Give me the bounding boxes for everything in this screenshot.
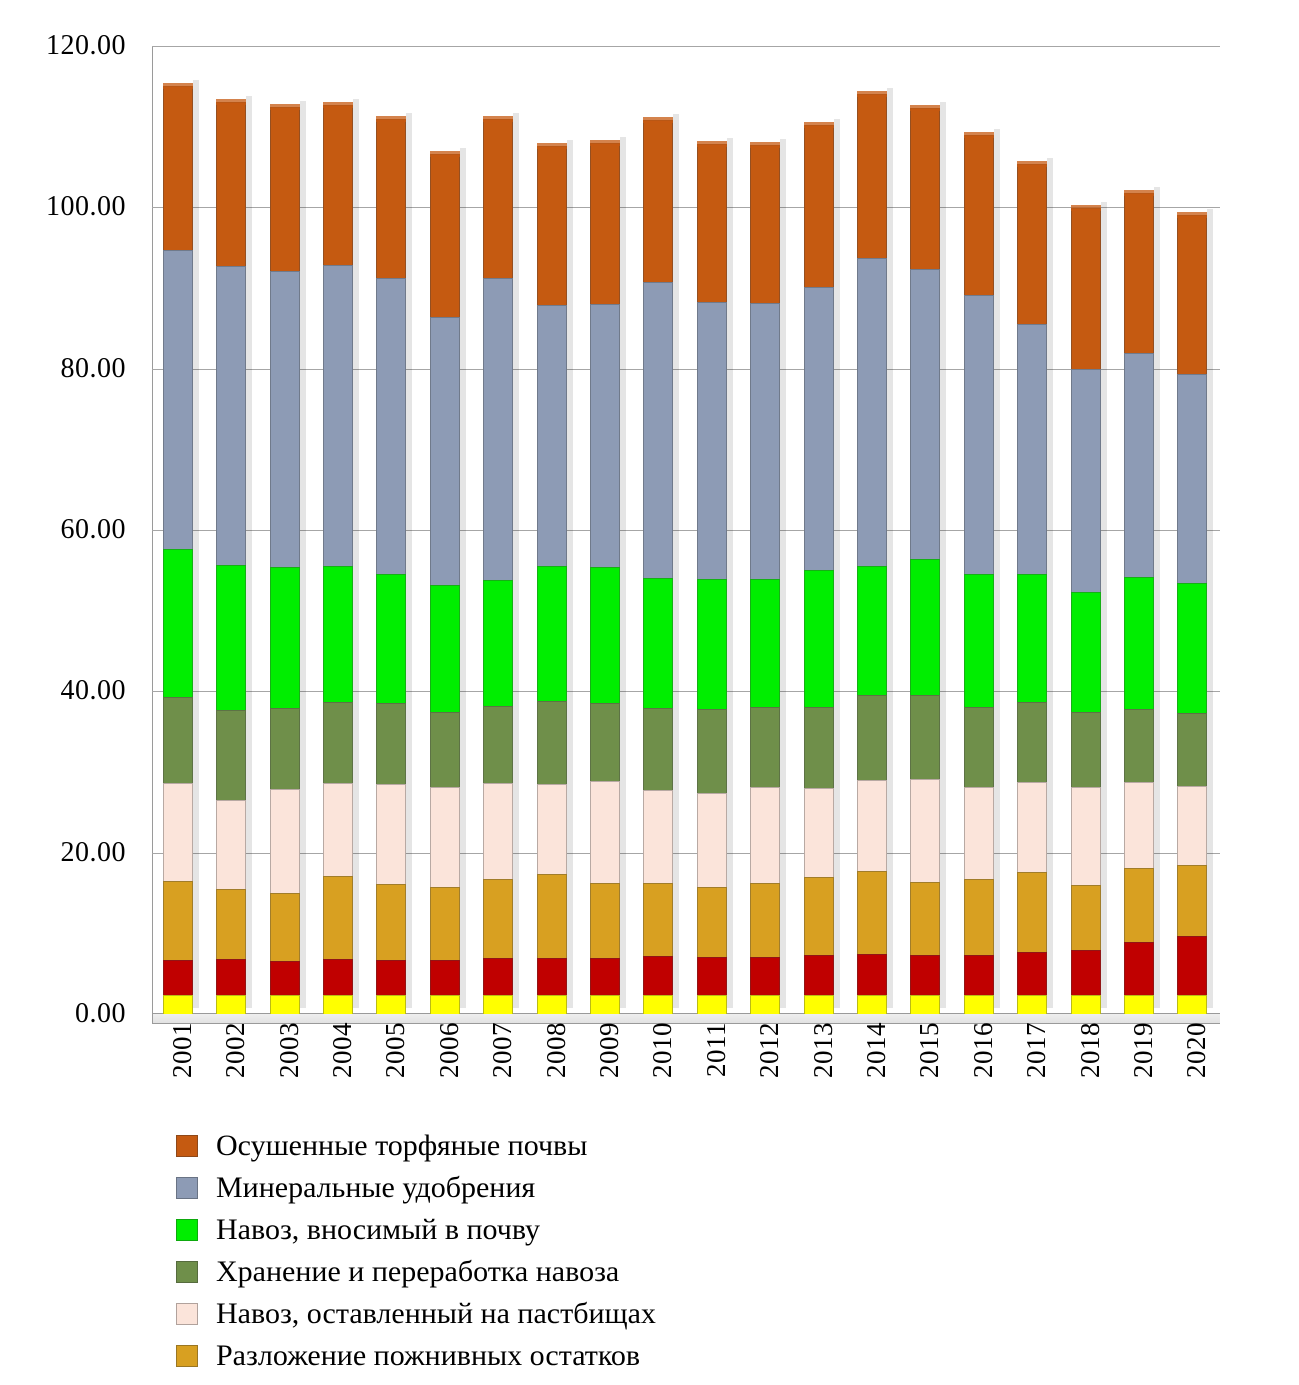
bar-segment[interactable]	[216, 565, 246, 710]
bar-side-face	[513, 113, 519, 1008]
bar-top-face	[270, 104, 300, 110]
bar-segment[interactable]	[1177, 215, 1207, 374]
legend-color-swatch	[176, 1345, 198, 1367]
bar-segment[interactable]	[216, 889, 246, 959]
bar-segment[interactable]	[910, 882, 940, 955]
bar-side-face	[1207, 209, 1213, 1008]
bar-segment[interactable]	[323, 995, 353, 1014]
x-axis-tick-label: 2010	[647, 1022, 678, 1078]
bar-segment[interactable]	[804, 707, 834, 788]
bar-segment[interactable]	[643, 282, 673, 577]
y-axis-tick-label: 80.00	[60, 352, 126, 384]
x-axis-tick-label: 2020	[1181, 1022, 1212, 1078]
bar-segment[interactable]	[323, 566, 353, 702]
bar-segment[interactable]	[1124, 782, 1154, 868]
legend-item-label: Минеральные удобрения	[216, 1171, 536, 1204]
bar-segment[interactable]	[483, 783, 513, 880]
bar-side-face	[887, 88, 893, 1008]
legend-color-swatch	[176, 1261, 198, 1283]
bar-segment[interactable]	[857, 995, 887, 1014]
bar-segment[interactable]	[964, 295, 994, 573]
bar-segment[interactable]	[537, 146, 567, 305]
bar-segment[interactable]	[857, 871, 887, 954]
bar-top-face	[163, 83, 193, 89]
bar-side-face	[834, 119, 840, 1008]
x-axis-tick-label: 2019	[1127, 1022, 1158, 1078]
bar-segment[interactable]	[697, 995, 727, 1014]
bar-segment[interactable]	[430, 787, 460, 886]
bar-segment[interactable]	[163, 995, 193, 1014]
bar-segment[interactable]	[163, 549, 193, 697]
bar-segment[interactable]	[430, 960, 460, 995]
legend-color-swatch	[176, 1303, 198, 1325]
bar-segment[interactable]	[964, 955, 994, 995]
bar-top-face	[590, 140, 620, 146]
bar-segment[interactable]	[910, 269, 940, 559]
bar-segment[interactable]	[750, 707, 780, 788]
bar-segment[interactable]	[643, 883, 673, 956]
bar-side-face	[994, 129, 1000, 1008]
bar-side-face	[1047, 158, 1053, 1008]
bar-top-face	[323, 102, 353, 108]
bar-top-face	[1071, 205, 1101, 211]
bar-top-face	[857, 91, 887, 97]
legend-color-swatch	[176, 1177, 198, 1199]
bar-side-face	[406, 113, 412, 1008]
bar-segment[interactable]	[697, 302, 727, 579]
bar-segment[interactable]	[270, 107, 300, 271]
bar-segment[interactable]	[323, 105, 353, 266]
bar-segment[interactable]	[270, 961, 300, 995]
bar-group	[643, 46, 679, 1014]
bar-group	[964, 46, 1000, 1014]
bar-group	[1071, 46, 1107, 1014]
bar-group	[323, 46, 359, 1014]
bar-segment[interactable]	[537, 305, 567, 566]
bar-side-face	[673, 114, 679, 1008]
bar-segment[interactable]	[376, 574, 406, 702]
bar-segment[interactable]	[804, 570, 834, 706]
bar-segment[interactable]	[590, 995, 620, 1014]
bar-segment[interactable]	[910, 955, 940, 995]
legend-item-label: Навоз, оставленный на пастбищах	[216, 1297, 656, 1330]
bar-segment[interactable]	[323, 783, 353, 876]
bar-segment[interactable]	[590, 883, 620, 957]
bar-segment[interactable]	[376, 995, 406, 1014]
x-axis-tick-label: 2013	[807, 1022, 838, 1078]
bar-segment[interactable]	[270, 708, 300, 789]
bar-group	[376, 46, 412, 1014]
bar-segment[interactable]	[643, 956, 673, 995]
bar-segment[interactable]	[1177, 583, 1207, 713]
x-axis-tick-label: 2003	[273, 1022, 304, 1078]
bar-segment[interactable]	[163, 250, 193, 549]
bar-segment[interactable]	[857, 695, 887, 781]
bar-top-face	[376, 116, 406, 122]
bar-group	[483, 46, 519, 1014]
bar-segment[interactable]	[1071, 995, 1101, 1014]
bar-segment[interactable]	[697, 144, 727, 301]
bar-segment[interactable]	[483, 278, 513, 581]
y-axis-tick-label: 20.00	[60, 836, 126, 868]
bar-segment[interactable]	[1177, 995, 1207, 1014]
bar-group	[910, 46, 946, 1014]
bar-segment[interactable]	[643, 578, 673, 709]
bar-segment[interactable]	[216, 800, 246, 889]
legend-item[interactable]	[176, 1125, 1236, 1167]
bar-top-face	[643, 117, 673, 123]
x-axis-tick-label: 2006	[433, 1022, 464, 1078]
bar-top-face	[964, 132, 994, 138]
bar-segment[interactable]	[163, 86, 193, 250]
bar-segment[interactable]	[964, 707, 994, 787]
bar-segment[interactable]	[590, 143, 620, 304]
bar-segment[interactable]	[964, 135, 994, 296]
bar-segment[interactable]	[1124, 942, 1154, 994]
bar-segment[interactable]	[1177, 786, 1207, 865]
y-axis-tick-label: 60.00	[60, 514, 126, 545]
bar-segment[interactable]	[376, 884, 406, 960]
bar-segment[interactable]	[804, 995, 834, 1014]
bar-segment[interactable]	[430, 712, 460, 788]
bar-segment[interactable]	[1177, 936, 1207, 995]
bar-group	[697, 46, 733, 1014]
bar-segment[interactable]	[430, 317, 460, 585]
bar-segment[interactable]	[1124, 193, 1154, 354]
bar-segment[interactable]	[216, 959, 246, 994]
bar-segment[interactable]	[804, 287, 834, 570]
bar-segment[interactable]	[857, 258, 887, 566]
bar-group	[1017, 46, 1053, 1014]
bar-segment[interactable]	[1017, 324, 1047, 574]
x-axis-tick-label: 2012	[754, 1022, 785, 1078]
bar-segment[interactable]	[697, 709, 727, 793]
bar-group	[857, 46, 893, 1014]
bar-top-face	[804, 122, 834, 128]
bar-segment[interactable]	[483, 706, 513, 783]
bar-group	[1177, 46, 1213, 1014]
legend-item[interactable]	[176, 1335, 1236, 1377]
bar-segment[interactable]	[216, 710, 246, 800]
bar-group	[1124, 46, 1160, 1014]
bar-segment[interactable]	[1071, 592, 1101, 711]
legend-item[interactable]	[176, 1293, 1236, 1335]
bar-side-face	[193, 80, 199, 1008]
bar-segment[interactable]	[537, 566, 567, 702]
bar-segment[interactable]	[643, 790, 673, 883]
bar-segment[interactable]	[750, 303, 780, 580]
bar-group	[216, 46, 252, 1014]
bar-group	[590, 46, 626, 1014]
bar-top-face	[216, 99, 246, 105]
bar-group	[430, 46, 466, 1014]
bar-segment[interactable]	[750, 579, 780, 706]
bar-segment[interactable]	[216, 266, 246, 564]
bar-segment[interactable]	[750, 957, 780, 995]
x-axis-tick-label: 2018	[1074, 1022, 1105, 1078]
bar-segment[interactable]	[537, 874, 567, 959]
y-axis-tick-label: 100.00	[46, 191, 126, 223]
bar-segment[interactable]	[270, 995, 300, 1014]
bar-segment[interactable]	[1124, 709, 1154, 782]
x-axis-tick-label: 2001	[166, 1022, 197, 1078]
bar-segment[interactable]	[163, 881, 193, 960]
x-axis-tick-label: 2014	[860, 1022, 891, 1078]
bar-segment[interactable]	[483, 995, 513, 1014]
bar-segment[interactable]	[697, 579, 727, 709]
x-axis-tick-label: 2016	[967, 1022, 998, 1078]
legend-item[interactable]	[176, 1209, 1236, 1251]
bar-segment[interactable]	[163, 697, 193, 783]
bar-top-face	[430, 151, 460, 157]
chart-legend	[176, 1125, 1236, 1377]
bar-group	[804, 46, 840, 1014]
bar-segment[interactable]	[430, 995, 460, 1014]
bar-side-face	[1154, 187, 1160, 1008]
bar-group	[750, 46, 786, 1014]
bar-segment[interactable]	[1017, 995, 1047, 1014]
bar-segment[interactable]	[910, 779, 940, 881]
bar-segment[interactable]	[910, 108, 940, 269]
legend-item[interactable]	[176, 1167, 1236, 1209]
legend-color-swatch	[176, 1135, 198, 1157]
legend-item-label: Разложение пожнивных остатков	[216, 1339, 641, 1372]
bar-segment[interactable]	[430, 585, 460, 712]
y-axis-tick-label: 120.00	[46, 30, 126, 61]
bar-segment[interactable]	[804, 877, 834, 955]
y-axis-tick-label: 40.00	[60, 675, 126, 707]
bar-segment[interactable]	[1017, 782, 1047, 872]
bar-segment[interactable]	[1071, 950, 1101, 994]
bar-segment[interactable]	[323, 702, 353, 783]
bar-segment[interactable]	[643, 120, 673, 282]
x-axis-tick-label: 2005	[380, 1022, 411, 1078]
bar-segment[interactable]	[430, 887, 460, 960]
bar-segment[interactable]	[590, 781, 620, 883]
bar-side-face	[780, 139, 786, 1008]
x-axis-tick-label: 2002	[220, 1022, 251, 1078]
bar-segment[interactable]	[376, 703, 406, 784]
x-axis	[152, 1022, 1220, 1132]
bar-segment[interactable]	[483, 958, 513, 994]
legend-item-label: Хранение и переработка навоза	[216, 1255, 620, 1288]
bar-segment[interactable]	[643, 708, 673, 789]
bar-segment[interactable]	[910, 995, 940, 1014]
bar-segment[interactable]	[1017, 952, 1047, 995]
bar-segment[interactable]	[1177, 713, 1207, 786]
bar-segment[interactable]	[964, 879, 994, 955]
bar-side-face	[1101, 202, 1107, 1008]
bar-segment[interactable]	[216, 102, 246, 266]
bar-segment[interactable]	[376, 278, 406, 575]
bar-top-face	[697, 141, 727, 147]
bar-segment[interactable]	[1071, 369, 1101, 592]
bar-segment[interactable]	[270, 271, 300, 567]
bar-segment[interactable]	[537, 784, 567, 874]
bar-segment[interactable]	[270, 567, 300, 708]
bar-segment[interactable]	[270, 893, 300, 961]
bar-segment[interactable]	[1071, 787, 1101, 885]
bar-segment[interactable]	[590, 703, 620, 780]
bar-segment[interactable]	[537, 701, 567, 784]
bar-segment[interactable]	[270, 789, 300, 893]
bar-segment[interactable]	[1017, 574, 1047, 701]
bar-segment[interactable]	[964, 995, 994, 1014]
y-axis-tick-label: 0.00	[75, 998, 126, 1029]
bar-segment[interactable]	[1071, 208, 1101, 369]
bar-segment[interactable]	[163, 960, 193, 995]
legend-color-swatch	[176, 1219, 198, 1241]
legend-item-label: Осушенные торфяные почвы	[216, 1129, 588, 1162]
bar-segment[interactable]	[537, 958, 567, 994]
bar-segment[interactable]	[483, 879, 513, 958]
bar-side-face	[727, 138, 733, 1008]
bar-segment[interactable]	[537, 995, 567, 1014]
bar-segment[interactable]	[323, 959, 353, 994]
bar-segment[interactable]	[804, 788, 834, 877]
bar-top-face	[483, 116, 513, 122]
bar-segment[interactable]	[857, 954, 887, 994]
x-axis-tick-label: 2015	[914, 1022, 945, 1078]
bar-top-face	[1124, 190, 1154, 196]
bar-segment[interactable]	[376, 119, 406, 278]
bar-side-face	[940, 102, 946, 1008]
bar-top-face	[1177, 212, 1207, 218]
bar-top-face	[1017, 161, 1047, 167]
x-axis-tick-label: 2009	[593, 1022, 624, 1078]
bar-group	[537, 46, 573, 1014]
bar-segment[interactable]	[697, 957, 727, 995]
bar-segment[interactable]	[483, 119, 513, 278]
bar-segment[interactable]	[376, 784, 406, 884]
bar-segment[interactable]	[590, 567, 620, 703]
bar-segment[interactable]	[964, 574, 994, 708]
bar-segment[interactable]	[697, 793, 727, 887]
bar-segment[interactable]	[804, 955, 834, 995]
bar-top-face	[750, 142, 780, 148]
bar-segment[interactable]	[750, 145, 780, 302]
bar-segment[interactable]	[590, 304, 620, 567]
x-axis-tick-label: 2011	[700, 1022, 731, 1077]
bar-segment[interactable]	[750, 787, 780, 882]
bar-top-face	[537, 143, 567, 149]
x-axis-tick-label: 2008	[540, 1022, 571, 1078]
bar-segment[interactable]	[910, 559, 940, 695]
bar-segment[interactable]	[1071, 712, 1101, 788]
x-axis-tick-label: 2017	[1021, 1022, 1052, 1078]
x-axis-tick-label: 2004	[326, 1022, 357, 1078]
bar-group	[270, 46, 306, 1014]
bar-side-face	[246, 96, 252, 1008]
legend-item-label: Навоз, вносимый в почву	[216, 1213, 540, 1246]
bar-segment[interactable]	[590, 958, 620, 995]
bar-segment[interactable]	[1124, 577, 1154, 709]
bar-series-container	[152, 46, 1220, 1014]
bar-segment[interactable]	[1124, 353, 1154, 576]
bar-segment[interactable]	[643, 995, 673, 1014]
bar-segment[interactable]	[1124, 868, 1154, 942]
bar-segment[interactable]	[483, 580, 513, 706]
bar-segment[interactable]	[1017, 872, 1047, 952]
bar-segment[interactable]	[323, 876, 353, 959]
bar-segment[interactable]	[697, 887, 727, 957]
bar-segment[interactable]	[1017, 164, 1047, 325]
bar-side-face	[460, 148, 466, 1008]
bar-group	[163, 46, 199, 1014]
bar-segment[interactable]	[376, 960, 406, 995]
x-axis-tick-label: 2007	[487, 1022, 518, 1078]
bar-segment[interactable]	[857, 780, 887, 871]
bar-segment[interactable]	[1177, 865, 1207, 936]
bar-segment[interactable]	[910, 695, 940, 780]
bar-segment[interactable]	[750, 995, 780, 1014]
bar-side-face	[353, 99, 359, 1008]
bar-segment[interactable]	[1017, 702, 1047, 782]
bar-segment[interactable]	[430, 154, 460, 317]
bar-segment[interactable]	[750, 883, 780, 957]
bar-top-face	[910, 105, 940, 111]
bar-segment[interactable]	[857, 566, 887, 694]
bar-segment[interactable]	[964, 787, 994, 879]
legend-item[interactable]	[176, 1251, 1236, 1293]
bar-segment[interactable]	[1071, 885, 1101, 950]
bar-segment[interactable]	[163, 783, 193, 881]
bar-segment[interactable]	[1177, 374, 1207, 583]
bar-segment[interactable]	[1124, 995, 1154, 1014]
bar-segment[interactable]	[216, 995, 246, 1014]
bar-segment[interactable]	[857, 94, 887, 258]
bar-side-face	[567, 140, 573, 1008]
bar-segment[interactable]	[804, 125, 834, 287]
bar-side-face	[620, 137, 626, 1008]
bar-segment[interactable]	[323, 265, 353, 565]
y-axis	[0, 30, 140, 1029]
bar-side-face	[300, 101, 306, 1008]
